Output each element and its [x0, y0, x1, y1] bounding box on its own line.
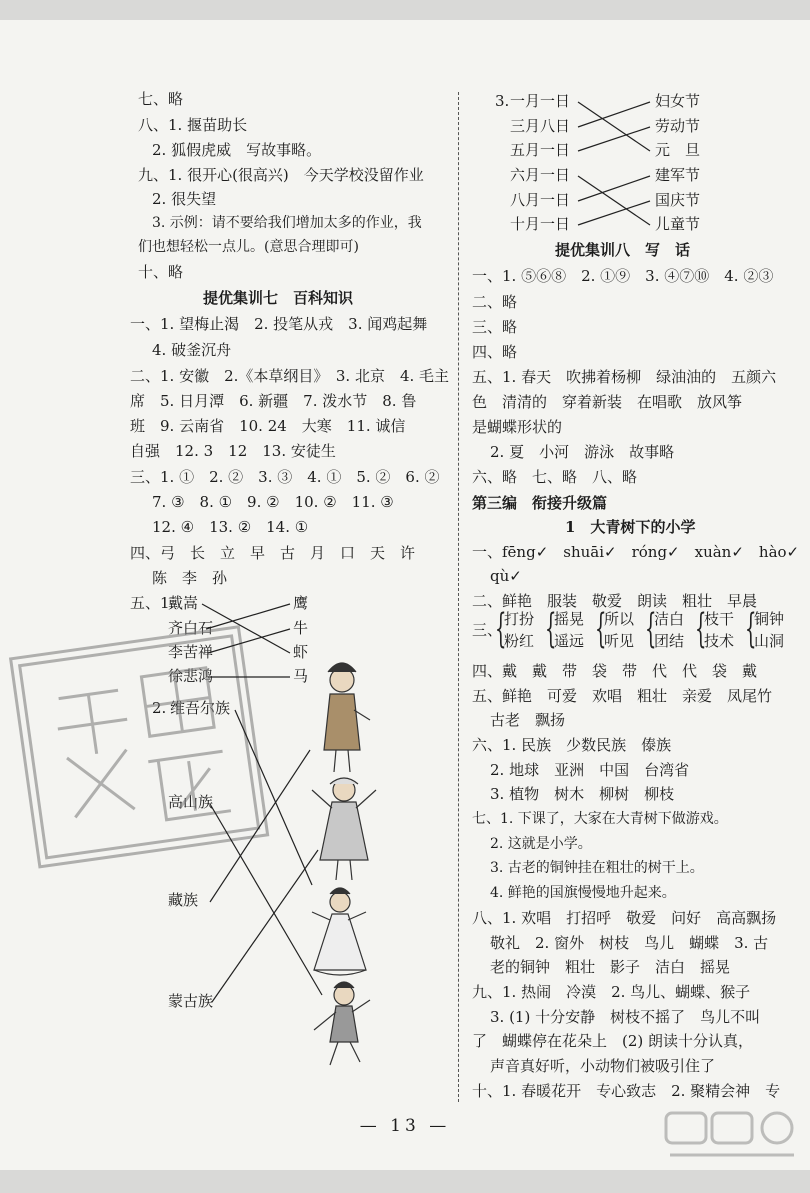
- pair-5-word-2: 技术: [704, 632, 735, 650]
- line-date-3: [578, 127, 650, 151]
- pair-4-word-2: 团结: [654, 632, 685, 650]
- brace-2: {: [544, 606, 557, 652]
- date-3: 五月一日: [510, 141, 571, 159]
- brace-4: {: [644, 606, 657, 652]
- s8-q4: 四、略: [472, 343, 518, 361]
- festival-5: 国庆节: [655, 191, 701, 209]
- brace-1: {: [494, 606, 507, 652]
- s7-q2b: 席 5. 日月潭 6. 新疆 7. 泼水节 8. 鲁: [130, 392, 417, 410]
- painter-4: 徐悲鸿: [168, 667, 214, 685]
- animal-1: 鹰: [293, 594, 309, 612]
- s7-q5-prefix: 五、1.: [130, 594, 175, 612]
- line-date-2: [578, 102, 650, 127]
- pair-6-word-1: 铜钟: [754, 610, 785, 628]
- pair-1-word-1: 打扮: [504, 610, 535, 628]
- l1-q6b: 2. 地球 亚洲 中国 台湾省: [490, 761, 690, 779]
- brace-3: {: [594, 606, 607, 652]
- festival-2: 劳动节: [655, 117, 701, 135]
- l1-q10: 十、1. 春暖花开 专心致志 2. 聚精会神 专: [472, 1082, 781, 1100]
- l1-q1a: 一、fēng✓ shuāi✓ róng✓ xuàn✓ hào✓: [472, 543, 800, 561]
- s8-q2: 二、略: [472, 293, 518, 311]
- l1-q7b: 2. 这就是小学。: [490, 836, 592, 852]
- animal-3: 虾: [293, 643, 309, 661]
- pair-2-word-1: 摇晃: [554, 610, 585, 628]
- s7-q4b: 陈 李 孙: [152, 569, 228, 587]
- pair-4-word-1: 洁白: [654, 610, 685, 628]
- l1-q7a: 七、1. 下课了，大家在大青树下做游戏。: [472, 811, 728, 827]
- q9-2: 2. 很失望: [152, 190, 217, 208]
- l1-q2: 二、鲜艳 服装 敬爱 朗读 粗壮 早晨: [472, 592, 758, 610]
- l1-q9b: 3. (1) 十分安静 树枝不摇了 鸟儿不叫: [490, 1008, 761, 1026]
- ethnic-4: 蒙古族: [168, 992, 214, 1010]
- s7-q5-2: 2.: [152, 699, 167, 717]
- l1-q7d: 4. 鲜艳的国旗慢慢地升起来。: [490, 885, 676, 901]
- pair-3-word-2: 听见: [604, 632, 635, 650]
- l1-q6a: 六、1. 民族 少数民族 傣族: [472, 736, 672, 754]
- line-date-5: [578, 176, 650, 201]
- q9-3a: 3. 示例：请不要给我们增加太多的作业，我: [152, 215, 422, 231]
- s8-q3: 三、略: [472, 318, 518, 336]
- s7-q3c: 12. ④ 13. ② 14. ①: [152, 518, 309, 536]
- match-prefix: 3.: [495, 92, 510, 110]
- l1-q7c: 3. 古老的铜钟挂在粗壮的树干上。: [490, 860, 704, 876]
- festival-1: 妇女节: [655, 92, 701, 110]
- line-date-6: [578, 201, 650, 225]
- s7-q1a: 一、1. 望梅止渴 2. 投笔从戎 3. 闻鸡起舞: [130, 315, 428, 333]
- answer-page: [0, 20, 810, 1170]
- s8-q1: 一、1. ⑤⑥⑧ 2. ①⑨ 3. ④⑦⑩ 4. ②③: [472, 267, 774, 285]
- festival-4: 建军节: [655, 166, 701, 184]
- l1-q5b: 古老 飘扬: [490, 711, 566, 729]
- s7-q3a: 三、1. ① 2. ② 3. ③ 4. ① 5. ② 6. ②: [130, 468, 440, 486]
- l1-q4: 四、戴 戴 带 袋 带 代 代 袋 戴: [472, 662, 758, 680]
- date-5: 八月一日: [510, 191, 571, 209]
- pair-2-word-2: 遥远: [554, 632, 585, 650]
- l1-q1b: qù✓: [490, 567, 522, 585]
- festival-3: 元 旦: [655, 141, 701, 159]
- pair-5-word-1: 枝干: [704, 610, 735, 628]
- painter-1: 戴嵩: [168, 594, 199, 612]
- pair-1-word-2: 粉红: [504, 632, 535, 650]
- l1-q8b: 敬礼 2. 窗外 树枝 鸟儿 蝴蝶 3. 古: [490, 934, 769, 952]
- brace-6: {: [744, 606, 757, 652]
- s7-q1b: 4. 破釜沉舟: [152, 341, 232, 359]
- q7: 七、略: [138, 90, 184, 108]
- l1-q9a: 九、1. 热闹 冷漠 2. 鸟儿、蝴蝶、猴子: [472, 983, 751, 1001]
- ethnic-1: 维吾尔族: [170, 699, 231, 717]
- l1-q8a: 八、1. 欢唱 打招呼 敬爱 问好 高高飘扬: [472, 909, 777, 927]
- date-6: 十月一日: [510, 215, 571, 233]
- festival-6: 儿童节: [655, 215, 701, 233]
- line-date-1: [578, 102, 650, 151]
- pair-3-word-1: 所以: [604, 610, 635, 628]
- s7-q4a: 四、弓 长 立 早 古 月 口 天 许: [130, 544, 416, 562]
- painter-2: 齐白石: [168, 619, 214, 637]
- q10: 十、略: [138, 263, 184, 281]
- l1-q3-prefix: 三、: [472, 621, 503, 639]
- line-date-4: [578, 176, 650, 225]
- page-number: — 13 —: [359, 1116, 451, 1136]
- pair-6-word-2: 山洞: [754, 632, 785, 650]
- section-title-7: 提优集训七 百科知识: [203, 289, 354, 307]
- l1-q9d: 声音真好听，小动物们被吸引住了: [490, 1057, 716, 1075]
- ethnic-3: 藏族: [168, 891, 199, 909]
- site-logo-watermark: [662, 1109, 802, 1164]
- part-3-title: 第三编 衔接升级篇: [472, 494, 608, 512]
- q9-1: 九、1. 很开心(很高兴) 今天学校没留作业: [138, 166, 424, 184]
- section-title-8: 提优集训八 写 话: [555, 241, 691, 259]
- lesson-1-title: 1 大青树下的小学: [565, 518, 696, 536]
- animal-4: 马: [293, 667, 309, 685]
- l1-q6c: 3. 植物 树木 柳树 柳枝: [490, 785, 675, 803]
- s7-q2a: 二、1. 安徽 2.《本草纲目》 3. 北京 4. 毛主: [130, 367, 450, 385]
- brace-5: {: [694, 606, 707, 652]
- q8-2: 2. 狐假虎威 写故事略。: [152, 141, 322, 159]
- animal-2: 牛: [293, 619, 309, 637]
- s8-q5d: 2. 夏 小河 游泳 故事略: [490, 443, 675, 461]
- s8-q5a: 五、1. 春天 吹拂着杨柳 绿油油的 五颜六: [472, 368, 777, 386]
- q9-3b: 们也想轻松一点儿。(意思合理即可): [138, 239, 359, 255]
- s7-q2c: 班 9. 云南省 10. 24 大寒 11. 诚信: [130, 417, 406, 435]
- s8-q6-8: 六、略 七、略 八、略: [472, 468, 638, 486]
- s7-q2d: 自强 12. 3 12 13. 安徒生: [130, 442, 336, 460]
- painter-3: 李苦禅: [168, 643, 214, 661]
- q8-1: 八、1. 揠苗助长: [138, 116, 248, 134]
- ethnic-2: 高山族: [168, 793, 214, 811]
- l1-q9c: 了 蝴蝶停在花朵上 (2) 朗读十分认真，: [472, 1032, 754, 1050]
- s8-q5b: 色 清清的 穿着新装 在唱歌 放风筝: [472, 393, 743, 411]
- l1-q8c: 老的铜钟 粗壮 影子 洁白 摇晃: [490, 958, 731, 976]
- s8-q5c: 是蝴蝶形状的: [472, 418, 563, 436]
- s7-q3b: 7. ③ 8. ① 9. ② 10. ② 11. ③: [152, 493, 394, 511]
- date-1: 一月一日: [510, 92, 571, 110]
- date-4: 六月一日: [510, 166, 571, 184]
- date-2: 三月八日: [510, 117, 571, 135]
- l1-q5a: 五、鲜艳 可爱 欢唱 粗壮 亲爱 凤尾竹: [472, 687, 773, 705]
